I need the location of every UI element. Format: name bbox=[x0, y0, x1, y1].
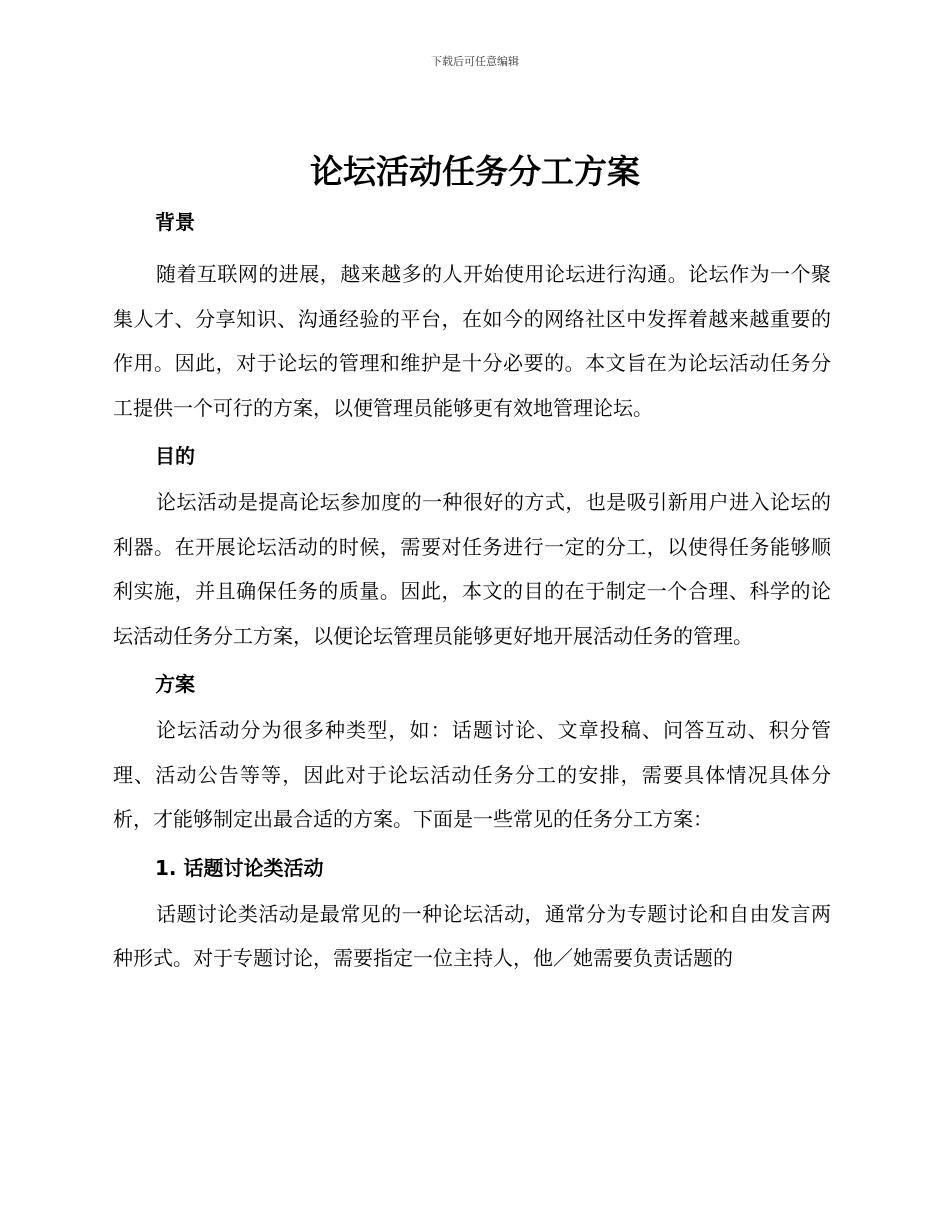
section-topic-discussion bbox=[113, 846, 831, 981]
section-heading-plan: 方案 bbox=[155, 672, 195, 696]
page-header-note: 下载后可任意编辑 bbox=[431, 55, 519, 68]
section-plan bbox=[113, 662, 831, 842]
document-body bbox=[113, 200, 831, 981]
section-heading-purpose: 目的 bbox=[155, 444, 195, 468]
paragraph-background: 随着互联网的进展，越来越多的人开始使用论坛进行沟通。论坛作为一个聚集人才、分享知识、沟通经验的平台，在如今的网络社区中发挥着越来越重要的作用。因此，对于论坛的管理和维护是十分必要的。本文旨在为论坛活动任务分工提供一个可行的方案，以便管理员能够更有效地管理论坛。 bbox=[113, 262, 831, 420]
section-purpose bbox=[113, 434, 831, 658]
section-heading-topic-discussion: 1. 话题讨论类活动 bbox=[155, 855, 324, 880]
document-title: 论坛活动任务分工方案 bbox=[310, 152, 640, 191]
section-heading-background: 背景 bbox=[155, 210, 195, 234]
paragraph-topic-discussion: 话题讨论类活动是最常见的一种论坛活动，通常分为专题讨论和自由发言两种形式。对于专题讨论，需要指定一位主持人，他／她需要负责话题的 bbox=[113, 901, 831, 970]
section-background bbox=[113, 200, 831, 430]
paragraph-purpose: 论坛活动是提高论坛参加度的一种很好的方式，也是吸引新用户进入论坛的利器。在开展论坛活动的时候，需要对任务进行一定的分工，以使得任务能够顺利实施，并且确保任务的质量。因此，本文的目的在于制定一个合理、科学的论坛活动任务分工方案，以便论坛管理员能够更好地开展活动任务的管理。 bbox=[113, 490, 831, 648]
paragraph-plan: 论坛活动分为很多种类型，如：话题讨论、文章投稿、问答互动、积分管理、活动公告等等，因此对于论坛活动任务分工的安排，需要具体情况具体分析，才能够制定出最合适的方案。下面是一些常见的任务分工方案： bbox=[113, 718, 831, 831]
